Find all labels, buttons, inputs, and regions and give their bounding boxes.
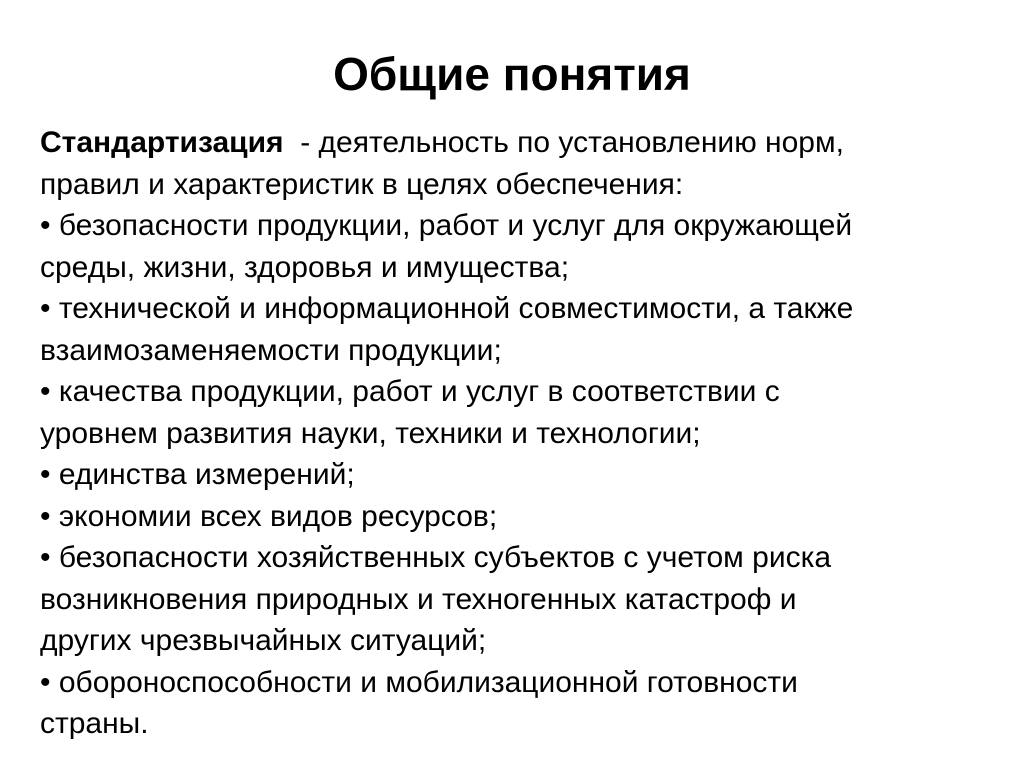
bullet-line: • единства измерений; [40, 458, 355, 491]
bullet-line: • безопасности продукции, работ и услуг для окружающей [40, 209, 853, 242]
bullet-line: • безопасности хозяйственных субъектов с учетом риска [40, 541, 832, 574]
definition-text: - деятельность по установлению норм, [283, 126, 844, 159]
bullet-line: • экономии всех видов ресурсов; [40, 499, 498, 533]
body-line: страны. [40, 707, 149, 740]
bullet-line: • качества продукции, работ и услуг в соответствии с [40, 375, 780, 408]
bullet-line: • обороноспособности и мобилизационной готовности [40, 665, 798, 699]
body-line: взаимозаменяемости продукции; [40, 333, 502, 367]
term-label: Стандартизация [40, 126, 284, 159]
slide-title: Общие понятия [333, 48, 691, 100]
bullet-line: • технической и информационной совместимости, а также [40, 292, 854, 325]
definition-line [40, 122, 990, 164]
body-line: среды, жизни, здоровья и имущества; [40, 250, 570, 284]
body-line: уровнем развития науки, техники и технологии; [40, 416, 701, 450]
body-line: возникновения природных и техногенных катастроф и [40, 582, 797, 616]
body-line: правил и характеристик в целях обеспечения: [40, 167, 684, 201]
body-line: других чрезвычайных ситуаций; [40, 624, 487, 657]
slide-body [40, 122, 990, 745]
